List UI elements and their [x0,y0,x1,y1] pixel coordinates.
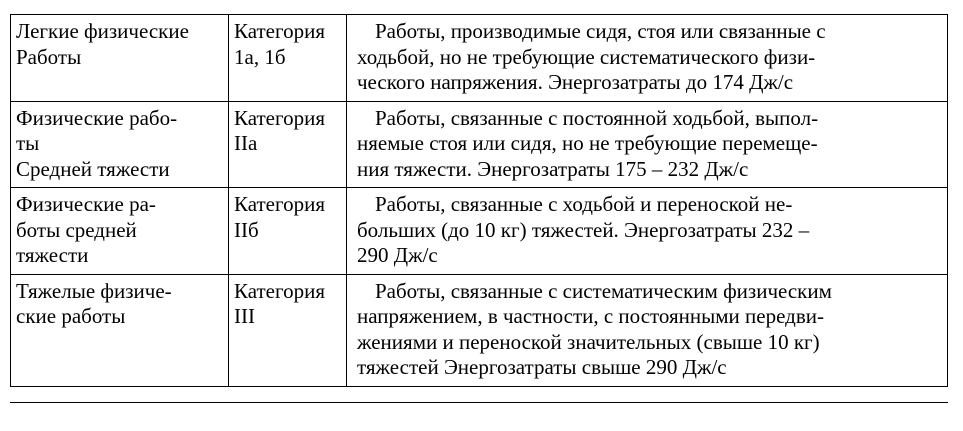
table-row [11,101,948,188]
work-type-cell: Легкие физические Работы [11,15,229,102]
work-type-cell: Физические ра- боты средней тяжести [11,188,229,275]
category-cell: Категория III [229,274,347,386]
work-type-cell: Тяжелые физиче- ские работы [11,274,229,386]
category-cell: Категория IIа [229,101,347,188]
category-cell: Категория IIб [229,188,347,275]
table-row [11,188,948,275]
description-cell [347,101,948,188]
table-row [11,15,948,102]
description-cell [347,15,948,102]
description-text: Работы, связанные с постоянной ходьбой, выпол- няемые стоя или сидя, но не требующие перемеще- ния тяжести. Энергозатраты 175 – 232 Дж/с [357,105,819,181]
work-type-cell: Физические рабо- ты Средней тяжести [11,101,229,188]
bottom-rule [10,402,948,403]
description-text: Работы, связанные с ходьбой и переноской не- больших (до 10 кг) тяжестей. Энергозатраты 232 – 290 Дж/с [357,192,810,267]
description-cell [347,274,948,386]
description-text: Работы, связанные с систематическим физическим напряжением, в частности, с постоянными передви- жениями и переноской значительных (свыше 10 кг) тяжестей Энергозатраты свыше 290 Дж/с [357,278,832,379]
description-cell [347,188,948,275]
description-text: Работы, производимые сидя, стоя или связанные с ходьбой, но не требующие систематического физи- ческого напряжения. Энергозатраты до 174 Дж/с [357,19,826,94]
category-cell: Категория 1а, 1б [229,15,347,102]
work-category-table [10,14,948,387]
table-row [11,274,948,386]
